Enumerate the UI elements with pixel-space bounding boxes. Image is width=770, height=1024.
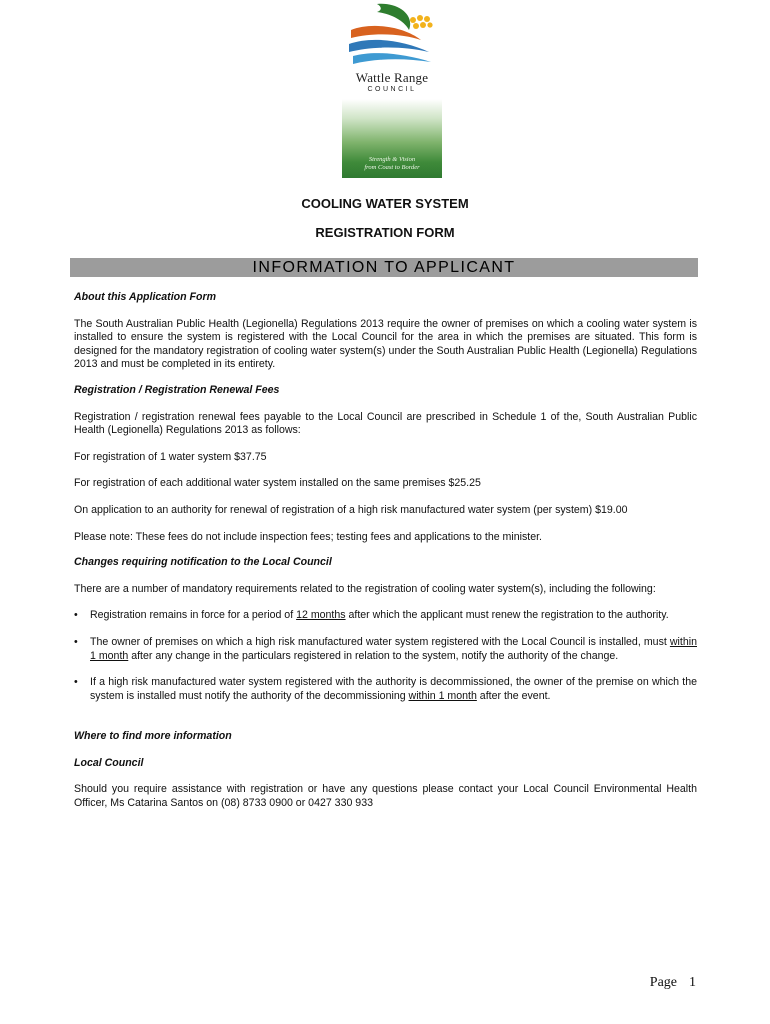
- paragraph-changes-intro: There are a number of mandatory requirements related to the registration of cooling water system(s), including the following:: [74, 582, 656, 595]
- underlined-text: 12 months: [296, 609, 346, 622]
- section-banner-text: INFORMATION TO APPLICANT: [252, 259, 516, 276]
- list-item-text: after any change in the particulars registered in relation to the system, notify the authority of the change.: [128, 649, 619, 662]
- logo-wave-icon: [337, 0, 447, 72]
- list-item-text: Registration remains in force for a period of: [90, 609, 297, 622]
- list-item-text: after which the applicant must renew the registration to the authority.: [345, 609, 669, 622]
- heading-fees: Registration / Registration Renewal Fees: [74, 383, 280, 396]
- heading-more-info: Where to find more information: [74, 730, 232, 743]
- list-item: [74, 636, 697, 663]
- logo-tagline-line-2: from Coast to Border: [364, 164, 420, 171]
- paragraph-fee-2: For registration of each additional water system installed on the same premises $25.25: [74, 477, 481, 490]
- council-logo: [337, 0, 447, 180]
- paragraph-contact: Should you require assistance with registration or have any questions please contact your Local Council Environmental Health Officer, Ms Catarina Santos on (08) 8733 0900 or 0427 330 933: [74, 783, 697, 810]
- heading-about: About this Application Form: [74, 291, 217, 303]
- page-number: [650, 975, 696, 991]
- page-number-value: 1: [689, 975, 696, 990]
- list-item-text: The owner of premises on which a high risk manufactured water system registered with the Local Council is installed, must: [90, 635, 670, 648]
- paragraph-fees-intro: Registration / registration renewal fees payable to the Local Council are prescribed in Schedule 1 of the, South Australian Public Health (Legionella) Regulations 2013 as follows:: [74, 410, 697, 437]
- underlined-text: within 1 month: [408, 689, 477, 702]
- page-label: Page: [649, 975, 677, 990]
- bullet-icon: •: [74, 676, 78, 689]
- heading-changes: Changes requiring notification to the Local Council: [74, 556, 332, 569]
- list-item-text: If a high risk manufactured water system registered with the authority is decommissioned, the owner of the premise on which the system is installed must notify the authority of the decommissioning: [90, 676, 697, 702]
- underlined-text: within 1 month: [90, 635, 697, 662]
- paragraph-about: The South Australian Public Health (Legionella) Regulations 2013 require the owner of premises on which a cooling water system is installed to ensure the system is registered with the Local Council for the area in which the premises are situated. This form is designed for the mandatory registration of cooling water system(s) under the South Australian Public Health (Legionella) Regulations 2013 and must be completed in its entirety.: [74, 317, 697, 371]
- logo-subname: COUNCIL: [367, 86, 417, 93]
- paragraph-fee-1: For registration of 1 water system $37.75: [74, 450, 267, 463]
- bullet-icon: •: [74, 635, 78, 648]
- logo-name: Wattle Range: [355, 70, 429, 85]
- logo-green-panel: [342, 99, 442, 178]
- paragraph-fee-3: On application to an authority for renewal of registration of a high risk manufactured water system (per system) $19.00: [74, 503, 628, 516]
- section-banner: [70, 258, 698, 277]
- logo-tagline-line-1: Strength & Vision: [368, 156, 416, 163]
- document-title-line-2: REGISTRATION FORM: [315, 225, 455, 240]
- paragraph-fees-note: Please note: These fees do not include inspection fees; testing fees and applications to the minister.: [74, 530, 542, 543]
- list-item: [74, 676, 697, 703]
- document-title-line-1: COOLING WATER SYSTEM: [301, 196, 469, 211]
- list-item-text: after the event.: [476, 689, 551, 702]
- bullet-icon: •: [74, 609, 78, 622]
- logo-tagline: [342, 156, 442, 172]
- document-body: [74, 291, 697, 811]
- changes-list: [74, 609, 697, 703]
- heading-local-council: Local Council: [74, 756, 144, 769]
- list-item: [74, 609, 697, 623]
